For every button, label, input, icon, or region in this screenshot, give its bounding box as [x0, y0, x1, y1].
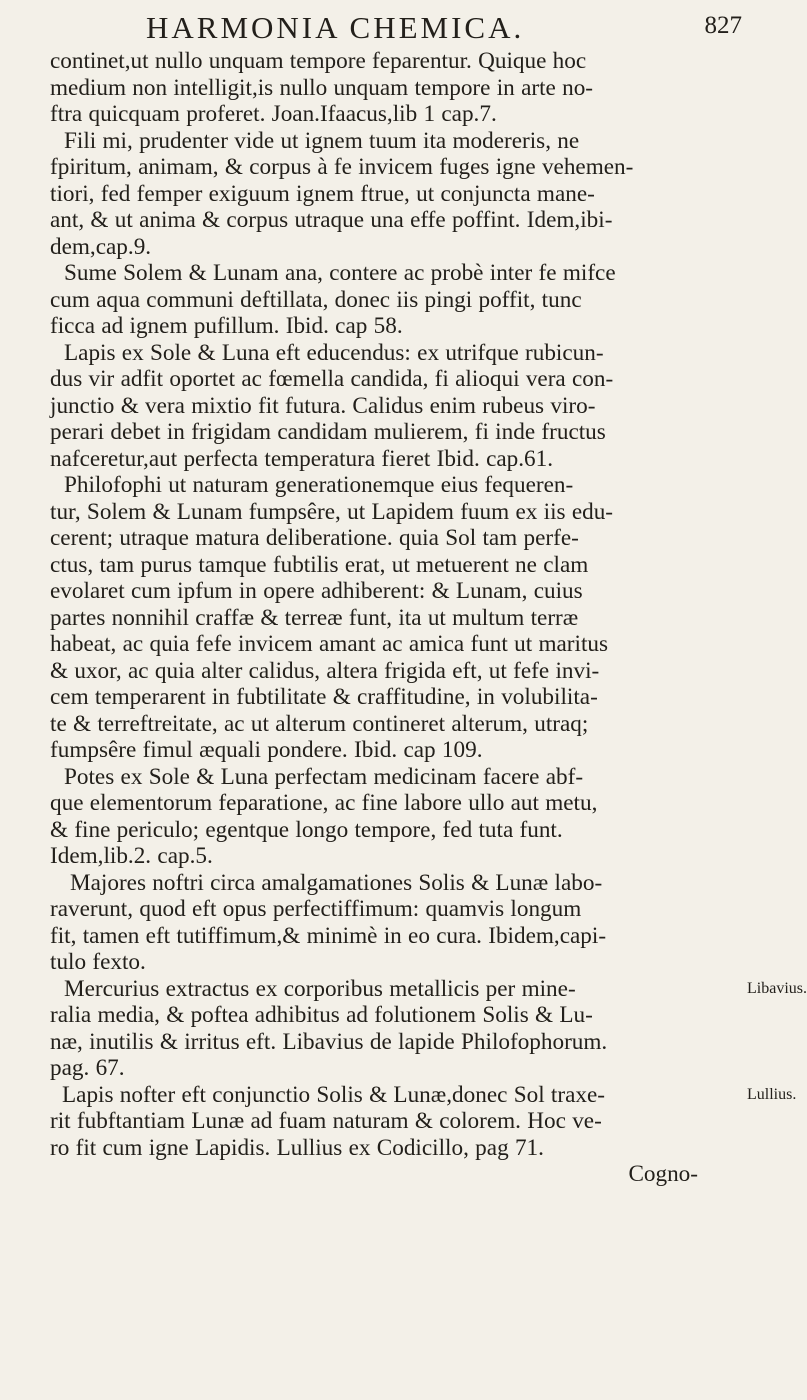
- text-line: Philofophi ut naturam generationemque eius fequeren-: [64, 472, 574, 498]
- text-line: & fine periculo; egentque longo tempore, fed tuta funt.: [50, 816, 563, 843]
- text-line: fumpsêre fimul æquali pondere. Ibid. cap 109.: [50, 737, 483, 763]
- text-line: Lapis ex Sole & Luna eft educendus: ex utrifque rubicun-: [64, 339, 604, 366]
- text-line: raverunt, quod eft opus perfectiffimum: quamvis longum: [50, 896, 582, 922]
- text-line: nafceretur,aut perfecta temperatura fieret Ibid. cap.61.: [50, 445, 554, 472]
- text-line: rit fubftantiam Lunæ ad fuam naturam & colorem. Hoc ve-: [50, 1108, 602, 1134]
- text-line: te & terreftreitate, ac ut alterum contineret alterum, utraq;: [50, 710, 589, 737]
- text-line: Majores noftri circa amalgamationes Solis & Lunæ labo-: [70, 869, 603, 896]
- text-line: & uxor, ac quia alter calidus, altera frigida eft, ut fefe invi-: [50, 657, 600, 684]
- text-line: dus vir adfit oportet ac fœmella candida, fi alioqui vera con-: [50, 366, 614, 392]
- text-line: tur, Solem & Lunam fumpsêre, ut Lapidem fuum ex iis edu-: [50, 498, 614, 525]
- text-line: ro fit cum igne Lapidis. Lullius ex Codicillo, pag 71.: [50, 1134, 544, 1161]
- text-line: partes nonnihil craffæ & terreæ funt, ita ut multum terræ: [50, 604, 579, 631]
- text-line: ant, & ut anima & corpus utraque una effe poffint. Idem,ibi-: [50, 207, 613, 233]
- text-line: continet,ut nullo unquam tempore feparentur. Quique hoc: [50, 48, 587, 74]
- text-line: cerent; utraque matura deliberatione. quia Sol tam perfe-: [50, 525, 579, 551]
- marginal-note: Libavius.: [747, 979, 807, 997]
- text-line: dem,cap.9.: [50, 233, 152, 260]
- catchword: Cogno-: [628, 1161, 698, 1187]
- text-line: fit, tamen eft tutiffimum,& minimè in eo cura. Ibidem,capi-: [50, 922, 607, 949]
- text-line: medium non intelligit,is nullo unquam tempore in arte no-: [50, 74, 594, 101]
- text-line: perari debet in frigidam candidam mulierem, fi inde fructus: [50, 419, 606, 445]
- text-line: ctus, tam purus tamque fubtilis erat, ut metuerent ne clam: [50, 551, 589, 578]
- text-line: ftra quicquam proferet. Joan.Ifaacus,lib 1 cap.7.: [50, 101, 497, 127]
- text-line: que elementorum feparatione, ac fine labore ullo aut metu,: [50, 790, 598, 816]
- text-line: cem temperarent in fubtilitate & craffitudine, in volubilita-: [50, 684, 598, 710]
- text-line: tulo fexto.: [50, 949, 146, 975]
- text-line: tiori, fed femper exiguum ignem ftrue, ut conjuncta mane-: [50, 180, 595, 207]
- text-line: habeat, ac quia fefe invicem amant ac amica funt ut maritus: [50, 631, 609, 657]
- text-line: fpiritum, animam, & corpus à fe invicem fuges igne vehemen-: [50, 154, 634, 180]
- page-number: 827: [704, 12, 742, 39]
- text-line: pag. 67.: [50, 1055, 125, 1081]
- text-line: cum aqua communi deftillata, donec iis pingi poffit, tunc: [50, 286, 582, 313]
- text-line: Potes ex Sole & Luna perfectam medicinam facere abf-: [64, 763, 584, 790]
- marginal-note: Lullius.: [747, 1085, 797, 1103]
- text-line: næ, inutilis & irritus eft. Libavius de lapide Philofophorum.: [50, 1028, 608, 1055]
- text-line: Lapis nofter eft conjunctio Solis & Lunæ,donec Sol traxe-: [62, 1081, 605, 1108]
- running-title: HARMONIA CHEMICA.: [146, 10, 525, 45]
- text-line: evolaret cum ipfum in opere adhiberent: & Lunam, cuius: [50, 578, 583, 604]
- text-line: Idem,lib.2. cap.5.: [50, 843, 213, 869]
- text-line: ralia media, & poftea adhibitus ad folutionem Solis & Lu-: [50, 1002, 593, 1028]
- text-line: ficca ad ignem pufillum. Ibid. cap 58.: [50, 313, 403, 339]
- text-line: junctio & vera mixtio fit futura. Calidus enim rubeus viro-: [50, 392, 596, 419]
- text-line: Mercurius extractus ex corporibus metallicis per mine-: [64, 975, 576, 1002]
- body-text: [50, 48, 738, 1188]
- text-line: Fili mi, prudenter vide ut ignem tuum ita modereris, ne: [64, 127, 580, 154]
- text-line: Sume Solem & Lunam ana, contere ac probè inter fe mifce: [64, 260, 616, 286]
